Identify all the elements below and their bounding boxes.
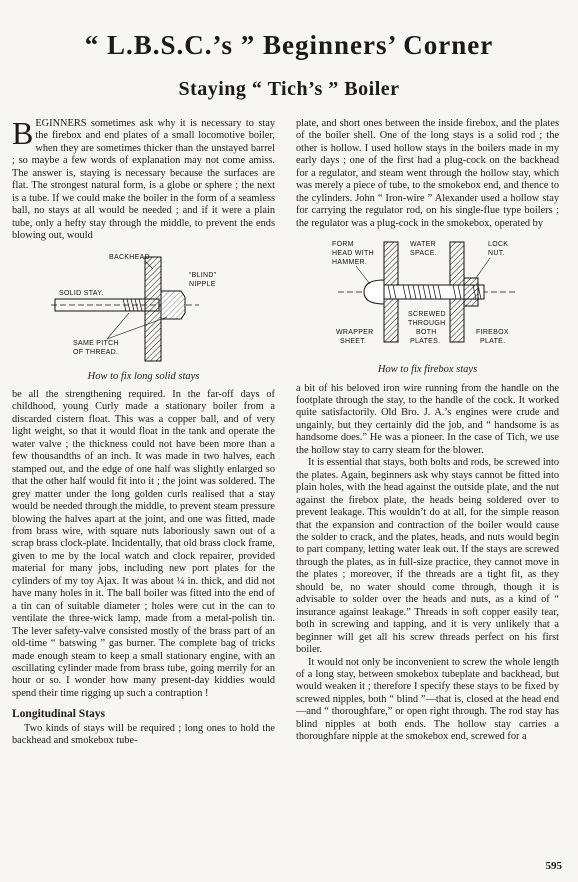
- right-paragraph-2: a bit of his beloved iron wire running from the handle on the footplate through the stay, to the handle of the cock. It worked quite satisfactorily. Old Bro. J. A.’s engines were crude and ungainly, but they certainly did the job, and “ handsome is as handsome does.” He was a pioneer. In the case of Tich, we use the hollow stay to carry steam for the blower.: [296, 382, 559, 456]
- label-lock-nut-1: LOCK: [487, 241, 508, 249]
- label-screwed-4: PLATES.: [409, 338, 440, 346]
- label-form-head-2: HEAD WITH: [331, 250, 374, 258]
- lock-nut: [464, 278, 478, 306]
- label-wrapper-1: WRAPPER: [335, 329, 373, 337]
- figure-long-solid-stays: [12, 247, 275, 383]
- right-paragraph-3: It is essential that stays, both bolts and rods, be screwed into the plates. Again, beginners ask why stays cannot be fitted into plain holes, with the head against the outside plate, and the nut against the firebox plate, the heads being soldered over to prevent leakage. This wouldn’t do at all, for the simple reason that the expansion and contraction of the boiler would cause the solder to crack, and the plates, heads, and nuts would begin to part company, letting water leak out. If the stays are screwed through the plates, as in full-size practice, they cannot move in the plates ; moreover, if the threads are a tight fit, as they should be, no water should come through, though it is advisable to solder over the heads and nuts, as a kind of “ insurance against leakage.” Threads in soft copper easily tear, both in screwing and tapping, and it is very unlikely that a beginner will get all his screw threads perfect on his first boiler.: [296, 457, 559, 656]
- article-subtitle: Staying “ Tich’s ” Boiler: [178, 78, 400, 100]
- label-firebox-1: FIREBOX: [475, 329, 509, 337]
- figure-2-caption: How to fix firebox stays: [377, 364, 478, 376]
- stay-head: [364, 280, 384, 304]
- figure-firebox-stays: [296, 234, 559, 376]
- long-stay-diagram: [49, 247, 239, 369]
- label-form-head-3: HAMMER.: [331, 259, 367, 267]
- label-same-pitch-1: SAME PITCH: [72, 339, 119, 347]
- drop-cap: B: [12, 118, 34, 151]
- label-form-head-1: FORM: [331, 241, 354, 249]
- section-heading-longitudinal-stays: Longitudinal Stays: [12, 708, 105, 721]
- page-number: 595: [545, 860, 562, 872]
- left-paragraph-3: Two kinds of stays will be required ; long ones to hold the backhead and smokebox tube-: [12, 722, 275, 747]
- label-water-space-1: WATER: [409, 241, 436, 249]
- right-paragraph-1: plate, and short ones between the inside firebox, and the plates of the boiler shell. One of the long stays is a solid rod ; the other is hollow. I used hollow stays in the boilers made in my early days ; one of the first had a plug-cock on the backhead for a regulator, and steam went through the hollow stay, which was merely a piece of tube, to the smokebox end, and thence to the cylinders. John “ Iron-wire ” Alexander used a hollow stay for carrying the regulator rod, on his single-flue type boilers ; the regulator was a plug-cock in the smokebox, operated by: [296, 118, 559, 229]
- right-paragraph-4: It would not only be inconvenient to screw the whole length of a long stay, between smokebox tubeplate and backhead, but would weaken it ; therefore I specify these stays to be fixed by screwed nipples, both “ blind ”—that is, closed at the head end—and “ thoroughfare,” or open right through. The rod stay has blind nipples at both ends. The hollow stay carries a thoroughfare nipple at the smokebox end, screwed for a: [296, 656, 559, 743]
- page-title: “ L.B.S.C.’s ” Beginners’ Corner: [84, 30, 494, 60]
- left-paragraph-2: be all the strengthening required. In the far-off days of childhood, young Curly made a stationary boiler from a discarded cistern float. This was a copper ball, and of very light weight, so that it would float in the tank and operate the water valve ; the thickness could not have been more than a few thousandths of an inch. It was made in two halves, each stamped out, and the edge of one half was slightly enlarged so that the other half would fit into it ; the joint was soldered. The grey matter under the long golden curls realised that a stay would be needed through the middle, to prevent steam pressure blowing the halves apart at the joint, and one was fitted, made from brass wire, with square nuts laboriously sawn out of a scrap brass clock-plate. Incidentally, that old brass clock frame, given to me by the local watch and clock repairer, provided material for many jobs, including new port plates for the cylinders of my toy Ajax. It was about ¼ in. thick, and did not have many holes in it. The ball boiler was fitted into the end of a tin can of suitable diameter ; holes were cut in the can to ventilate the three-wick lamp, made from a metal-polish tin. The lever safety-valve consisted mostly of the brass part of an old-time “ batswing ” gas burner. The complete bag of tricks made enough steam to keep a small stationary engine, with an oscillating cylinder made from brass tube, going merrily for an hour or so. I wonder how many present-day kiddies would spend their time rigging up such a contraption !: [12, 388, 275, 699]
- label-blind-nipple-1: “BLIND”: [188, 271, 216, 279]
- label-wrapper-2: SHEET.: [339, 338, 366, 346]
- figure-1-caption: How to fix long solid stays: [87, 370, 200, 382]
- label-same-pitch-2: OF THREAD.: [72, 348, 118, 356]
- label-water-space-2: SPACE.: [409, 250, 437, 258]
- label-firebox-2: PLATE.: [479, 338, 505, 346]
- right-column: [296, 118, 559, 858]
- label-solid-stay: SOLID STAY.: [58, 289, 104, 297]
- label-screwed-2: THROUGH: [407, 320, 445, 328]
- label-backhead: BACKHEAD.: [108, 253, 152, 261]
- left-paragraph-1-text: EGINNERS sometimes ask why it is necessary to stay the firebox and end plates of a small locomotive boiler, when they are sometimes thicker than the unstayed barrel ; so maybe a few words of explanation may not come amiss. The answer is, staying is necessary because the surfaces are flat. The strongest natural form, is a globe or sphere ; the next is a tube. If we could make the boiler in the form of a seamless ball, no stays at all would be needed ; and if it were a plain tube, only a hefty stay through the middle, to prevent the ends blowing out, would: [12, 118, 275, 242]
- label-blind-nipple-2: NIPPLE: [188, 280, 216, 288]
- left-paragraph-1: [12, 118, 275, 243]
- label-screwed-3: BOTH: [415, 329, 437, 337]
- label-lock-nut-2: NUT.: [487, 250, 505, 258]
- label-screwed-1: SCREWED: [407, 311, 446, 319]
- firebox-stay-diagram: [328, 234, 528, 362]
- left-column: [12, 118, 275, 858]
